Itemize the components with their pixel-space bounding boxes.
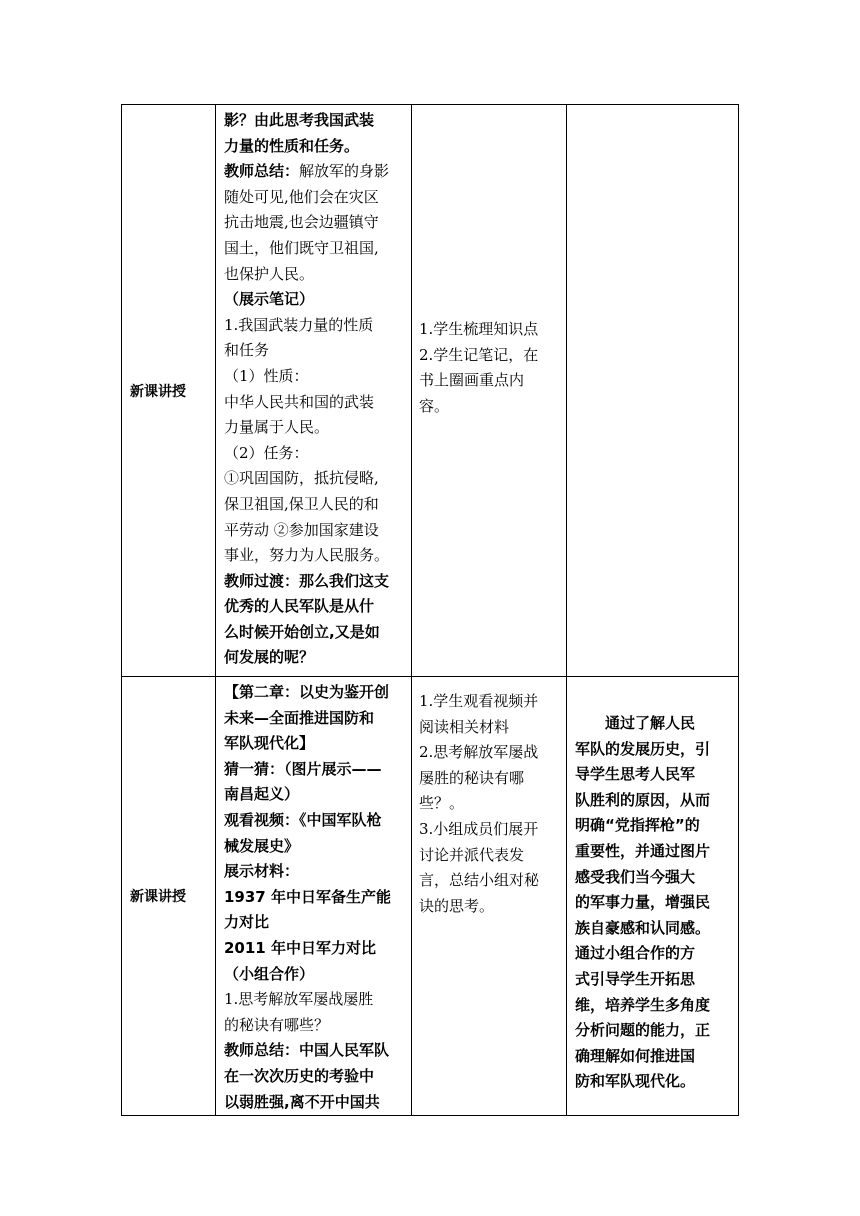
teacher-line-text: 力对比 [224,913,270,932]
stage-label: 新课讲授 [130,889,186,906]
teacher-line [224,936,406,962]
design-line: 通过小组合作的方 [575,944,696,963]
design-line: 防和军队现代化。 [575,1072,696,1091]
teacher-line [224,859,406,885]
teacher-line [224,1038,406,1064]
design-line: 分析问题的能力，正 [575,1021,711,1040]
teacher-line-text: 【第二章：以史为鉴开创 [224,683,390,701]
design-line: 感受我们当今强大 [575,867,696,886]
design-line: 式引导学生开拓思 [575,969,696,988]
teacher-line-text: 未来—全面推进国防和 [224,708,375,727]
teacher-line [224,620,406,646]
teacher-line-text: ①巩固国防，抵抗侵略, [224,469,379,488]
student-line: 2.思考解放军屡战 [419,743,539,762]
teacher-line [224,159,406,185]
teacher-line [224,1013,406,1039]
teacher-line [224,287,406,313]
design-line: 重要性，并通过图片 [575,841,711,860]
student-line: 言，总结小组对秘 [419,871,540,890]
student-line: 3.小组成员们展开 [419,819,539,838]
teacher-line-text: 观看视频：《中国军队枪 [224,810,382,829]
teacher-line [224,262,406,288]
design-line: 导学生思考人民军 [575,765,696,784]
teacher-line [224,313,406,339]
teacher-line [224,390,406,416]
teacher-line-text: 教师过渡：那么我们这支 [224,571,390,590]
design-line: 确理解如何推进国 [575,1046,696,1065]
teacher-line-text: 何发展的呢？ [224,648,315,667]
teacher-line-text: 中华人民共和国的武装 [224,392,375,411]
teacher-line [224,731,406,757]
teacher-line-rest: 解放军的身影 [299,162,390,181]
teacher-line-text: 也保护人民。 [224,264,315,283]
teacher-line [224,962,406,988]
teacher-line [224,518,406,544]
student-line: 屡胜的秘诀有哪 [419,768,525,787]
design-line: 的军事力量，增强民 [575,893,711,912]
teacher-line [224,492,406,518]
teacher-line [224,987,406,1013]
design-line: 队胜利的原因，从而 [575,790,711,809]
teacher-line-text: 力量的性质和任务。 [224,136,360,155]
teacher-line [224,415,406,441]
teacher-line [224,210,406,236]
student-line: 1.学生观看视频并 [419,692,539,710]
design-line: 族自豪感和认同感。 [575,918,711,937]
design-intent-cell [567,677,739,1116]
design-line: 通过了解人民 [605,714,696,732]
teacher-line [224,885,406,911]
teacher-line-text: 猜一猜：（图片展示—— [224,759,382,778]
teacher-line-text: 械发展史》 [224,836,300,855]
teacher-line-text: 的秘诀有哪些？ [224,1015,330,1034]
design-line: 军队的发展历史，引 [575,739,711,758]
teacher-line-text: 1937 年中日军备生产能 [224,887,391,906]
table-row [122,677,739,1116]
teacher-line [224,236,406,262]
teacher-line [224,108,406,134]
teacher-line [224,910,406,936]
teacher-line [224,834,406,860]
teacher-line [224,441,406,467]
teacher-line-text: （展示笔记） [224,290,315,309]
teacher-line [224,185,406,211]
table-row [122,105,739,677]
stage-cell [122,105,216,677]
student-line: 些？。 [419,794,465,813]
teacher-line-text: 保卫祖国,保卫人民的和 [224,494,379,513]
teacher-line [224,364,406,390]
teacher-line [224,645,406,671]
teacher-line-text: 以弱胜强,离不开中国共 [224,1092,380,1111]
teacher-line-text: 南昌起义） [224,785,300,804]
teacher-line-text: 国土，他们既守卫祖国, [224,238,379,257]
teacher-line-text: 在一次次历史的考验中 [224,1066,375,1085]
teacher-line-text: （2）任务： [224,443,309,462]
teacher-line-text: （1）性质： [224,366,309,385]
teacher-line [224,706,406,732]
lesson-plan-table [121,104,739,1116]
student-line: 讨论并派代表发 [419,845,525,864]
teacher-line-text: 随处可见,他们会在灾区 [224,187,379,206]
teacher-line-text: 么时候开始创立,又是如 [224,622,380,641]
teacher-line-text: 和任务 [224,341,270,360]
student-line: 2.学生记笔记，在 [419,345,539,364]
teacher-line [224,543,406,569]
student-line: 1.学生梳理知识点 [419,320,539,338]
teacher-line [224,594,406,620]
teacher-activity-cell [216,105,412,677]
student-activity-cell [412,677,567,1116]
teacher-line [224,338,406,364]
teacher-line-text: 教师总结： [224,162,300,181]
teacher-line-text: 力量属于人民。 [224,418,330,437]
teacher-line-text: 抗击地震,也会边疆镇守 [224,213,379,232]
teacher-line [224,782,406,808]
teacher-line-text: 军队现代化】 [224,734,315,753]
design-line: 明确“党指挥枪”的 [575,816,700,835]
student-line: 书上圈画重点内 [419,371,525,390]
stage-cell [122,677,216,1116]
teacher-line-text: 1.我国武装力量的性质 [224,315,374,334]
teacher-line-text: 影？由此思考我国武装 [224,111,375,129]
teacher-line-text: 事业，努力为人民服务。 [224,546,390,565]
student-line: 诀的思考。 [419,896,495,915]
teacher-line-text: 优秀的人民军队是从什 [224,597,375,616]
teacher-line [224,466,406,492]
teacher-line [224,1090,406,1116]
teacher-line-text: 平劳动 ②参加国家建设 [224,520,379,539]
design-intent-cell [567,105,739,677]
stage-label: 新课讲授 [130,383,186,400]
student-line: 阅读相关材料 [419,717,510,736]
student-line: 容。 [419,396,450,415]
teacher-line-text: 2011 年中日军力对比 [224,938,376,957]
teacher-line-text: 展示材料： [224,862,300,881]
teacher-line-text: 教师总结：中国人民军队 [224,1041,390,1060]
teacher-line [224,757,406,783]
teacher-line [224,1064,406,1090]
design-line: 维，培养学生多角度 [575,995,711,1014]
teacher-line-text: （小组合作） [224,964,315,983]
teacher-line [224,808,406,834]
student-activity-cell [412,105,567,677]
teacher-activity-cell [216,677,412,1116]
teacher-line [224,569,406,595]
teacher-line [224,680,406,706]
teacher-line [224,134,406,160]
teacher-line-text: 1.思考解放军屡战屡胜 [224,990,374,1009]
